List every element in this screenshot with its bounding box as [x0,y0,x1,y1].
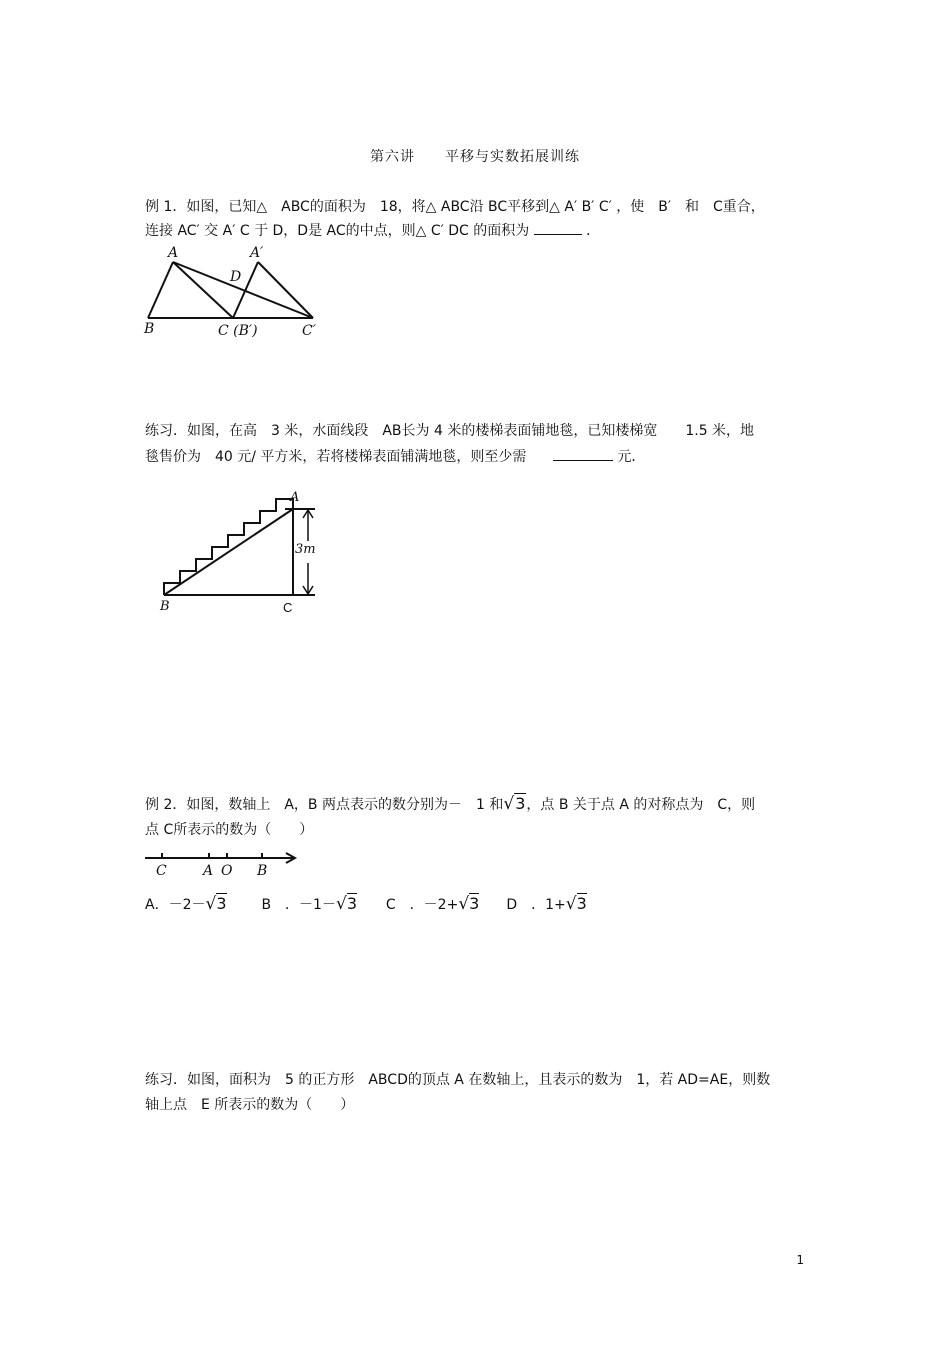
ex1-line2 [145,220,600,240]
pr1-line2 [145,446,645,466]
label-a: A [203,863,214,878]
option-b[interactable] [261,894,381,914]
pr1-stairs-figure [150,485,340,620]
label-c: C [156,863,167,878]
label-b: B [160,599,170,614]
ex2-number-line [143,848,303,878]
label-d: D [230,269,242,285]
pr2-line1: 练习．如图，面积为 5 的正方形 ABCD的顶点 A 在数轴上，且表示的数为 1，若 AD=AE，则数 [145,1072,771,1088]
option-a-radicand: 3 [216,894,227,913]
option-c[interactable] [386,894,502,914]
edge-ac [173,262,233,318]
label-o: O [221,863,233,878]
option-a[interactable] [145,894,257,914]
label-b: B [144,321,155,337]
sqrt-icon: √ [565,894,577,914]
label-b: B [257,863,268,878]
label-a: A [290,490,300,505]
label-c-b-prime: C (B′) [218,323,258,339]
ex2-options [145,894,587,914]
ex1-line2-end: ． [586,223,601,239]
sqrt-icon: √ [205,894,217,914]
ex2-line1-a: 例 2．如图，数轴上 A，B 两点表示的数分别为－ 1 和 [145,797,504,813]
option-b-label: B ．－1－ [261,897,336,913]
ex1-line1: 例 1．如图，已知△ ABC的面积为 18，将△ ABC沿 BC平移到△ A′ B′ C′ ，使 B′ 和 C重合， [145,199,765,215]
pr2-line2: 轴上点 E 所表示的数为（ ） [145,1097,355,1113]
edge-ac-prime [173,262,313,318]
label-height: 3m [295,542,316,557]
option-d[interactable] [506,894,586,914]
sqrt-icon: √ [503,794,515,814]
pr1-line1: 练习．如图，在高 3 米，水面线段 AB长为 4 米的楼梯表面铺地毯，已知楼梯宽 1.5 米，地 [145,423,755,439]
ex2-line2: 点 C所表示的数为（ ） [145,822,314,838]
sqrt-icon: √ [458,894,470,914]
option-a-label: A．－2－ [145,897,206,913]
ex2-line1-b: ，点 B 关于点 A 的对称点为 C，则 [526,797,756,813]
stair-steps [164,499,293,595]
ex1-answer-blank [534,220,582,235]
edge-ab [148,262,173,318]
ex1-triangle-figure [140,240,340,345]
option-c-label: C ．－2+ [385,897,459,913]
option-b-radicand: 3 [346,894,357,913]
sqrt-icon: √ [335,894,347,914]
label-c-prime: C′ [302,323,316,339]
option-c-radicand: 3 [469,894,480,913]
edge-a-prime-c-prime [258,262,313,318]
pr1-line2-end: 元． [617,449,646,465]
sqrt-radicand: 3 [515,794,526,813]
ex1-line2-text: 连接 AC′ 交 A′ C 于 D，D是 AC的中点，则△ C′ DC 的面积为 [145,223,530,239]
label-a-prime: A′ [250,245,264,261]
option-d-radicand: 3 [576,894,587,913]
page-title: 第六讲 平移与实数拓展训练 [370,149,580,165]
pr1-answer-blank [553,446,613,461]
page-number: 1 [796,1253,804,1267]
label-c: C [283,600,293,615]
label-a: A [168,245,179,261]
ex2-line1 [145,794,755,814]
pr1-line2-text: 毯售价为 40 元/ 平方米，若将楼梯表面铺满地毯，则至少需 [145,449,527,465]
option-d-label: D ．1+ [506,897,566,913]
stair-hypotenuse [164,509,293,595]
